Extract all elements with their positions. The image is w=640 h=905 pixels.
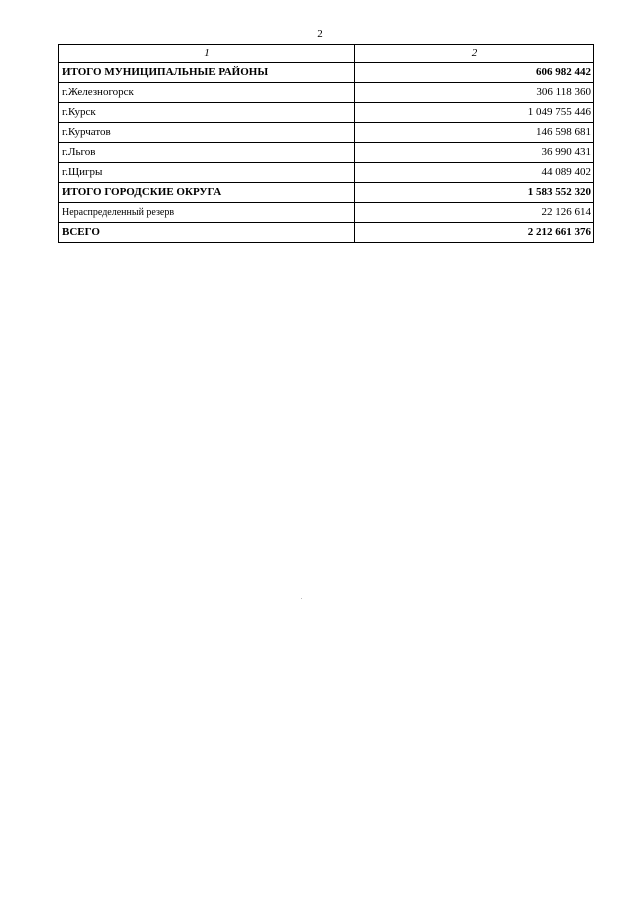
row-value: 1 583 552 320 — [355, 183, 594, 203]
row-value: 36 990 431 — [355, 143, 594, 163]
table-row-zheleznogorsk — [59, 83, 594, 103]
row-name: Нераспределенный резерв — [59, 203, 355, 223]
table-row-unallocated-reserve — [59, 203, 594, 223]
row-value: 2 212 661 376 — [355, 223, 594, 243]
table-row-kurchatov — [59, 123, 594, 143]
column-header-2: 2 — [355, 45, 594, 63]
column-header-1: 1 — [59, 45, 355, 63]
table-row-total-city-districts — [59, 183, 594, 203]
row-value: 1 049 755 446 — [355, 103, 594, 123]
row-value: 44 089 402 — [355, 163, 594, 183]
table-row-lgov — [59, 143, 594, 163]
budget-table — [58, 44, 594, 243]
table-header-row — [59, 45, 594, 63]
row-name: г.Курчатов — [59, 123, 355, 143]
row-name: ИТОГО МУНИЦИПАЛЬНЫЕ РАЙОНЫ — [59, 63, 355, 83]
row-value: 22 126 614 — [355, 203, 594, 223]
table-row-kursk — [59, 103, 594, 123]
row-value: 146 598 681 — [355, 123, 594, 143]
table-row-shchigry — [59, 163, 594, 183]
table-row-grand-total — [59, 223, 594, 243]
table-row-total-municipal-districts — [59, 63, 594, 83]
row-name: ВСЕГО — [59, 223, 355, 243]
scan-speck — [301, 598, 302, 599]
row-name: г.Льгов — [59, 143, 355, 163]
row-value: 306 118 360 — [355, 83, 594, 103]
row-name: г.Курск — [59, 103, 355, 123]
row-name: г.Щигры — [59, 163, 355, 183]
page-number: 2 — [317, 28, 323, 40]
row-name: г.Железногорск — [59, 83, 355, 103]
row-value: 606 982 442 — [355, 63, 594, 83]
row-name: ИТОГО ГОРОДСКИЕ ОКРУГА — [59, 183, 355, 203]
